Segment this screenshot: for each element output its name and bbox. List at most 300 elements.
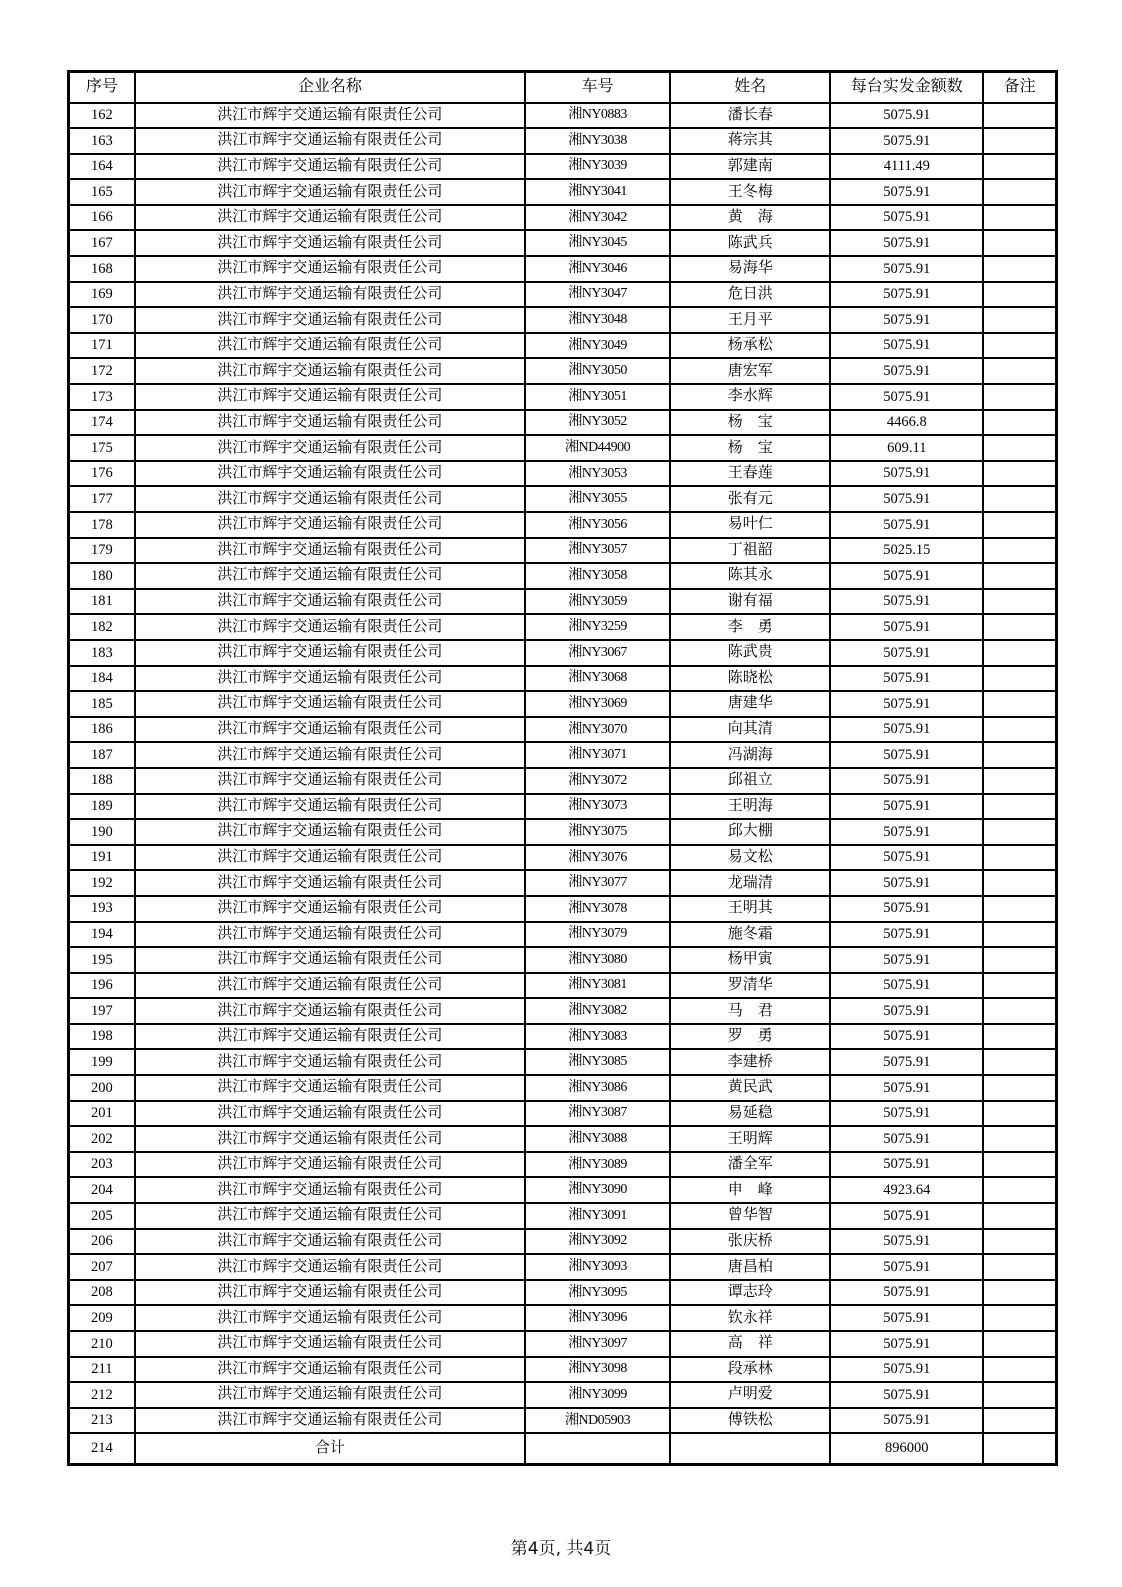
cell-name: 陈晓松 — [670, 666, 830, 692]
cell-vehicle: 湘NY3092 — [525, 1229, 670, 1255]
cell-remark — [983, 1203, 1056, 1229]
cell-name: 邱大棚 — [670, 819, 830, 845]
cell-name: 王冬梅 — [670, 179, 830, 205]
table-row — [69, 307, 1057, 333]
table-row — [69, 819, 1057, 845]
cell-remark — [983, 819, 1056, 845]
cell-amount: 5075.91 — [830, 256, 983, 282]
cell-vehicle: 湘NY3058 — [525, 563, 670, 589]
cell-company: 洪江市辉宇交通运输有限责任公司 — [135, 333, 525, 359]
cell-company: 洪江市辉宇交通运输有限责任公司 — [135, 589, 525, 615]
table-body — [69, 103, 1057, 1465]
cell-vehicle: 湘NY3097 — [525, 1331, 670, 1357]
cell-name: 罗清华 — [670, 973, 830, 999]
cell-vehicle: 湘NY3085 — [525, 1049, 670, 1075]
table-row — [69, 384, 1057, 410]
cell-amount: 5075.91 — [830, 1075, 983, 1101]
cell-amount: 5075.91 — [830, 998, 983, 1024]
cell-serial: 184 — [69, 666, 135, 692]
cell-amount: 5075.91 — [830, 614, 983, 640]
cell-vehicle: 湘NY3059 — [525, 589, 670, 615]
cell-company: 洪江市辉宇交通运输有限责任公司 — [135, 384, 525, 410]
cell-amount: 5075.91 — [830, 691, 983, 717]
cell-vehicle: 湘NY3259 — [525, 614, 670, 640]
cell-company: 洪江市辉宇交通运输有限责任公司 — [135, 717, 525, 743]
cell-amount: 5075.91 — [830, 794, 983, 820]
cell-amount: 5075.91 — [830, 1254, 983, 1280]
cell-company: 洪江市辉宇交通运输有限责任公司 — [135, 819, 525, 845]
cell-remark — [983, 205, 1056, 231]
cell-company: 洪江市辉宇交通运输有限责任公司 — [135, 1254, 525, 1280]
cell-serial: 191 — [69, 845, 135, 871]
cell-amount: 5075.91 — [830, 1357, 983, 1383]
cell-serial: 206 — [69, 1229, 135, 1255]
cell-serial: 195 — [69, 947, 135, 973]
cell-vehicle: 湘NY3082 — [525, 998, 670, 1024]
cell-amount: 5075.91 — [830, 768, 983, 794]
cell-company: 洪江市辉宇交通运输有限责任公司 — [135, 154, 525, 180]
cell-amount: 5075.91 — [830, 973, 983, 999]
cell-remark — [983, 307, 1056, 333]
cell-remark — [983, 1177, 1056, 1203]
cell-name: 邱祖立 — [670, 768, 830, 794]
cell-serial: 207 — [69, 1254, 135, 1280]
cell-remark — [983, 1305, 1056, 1331]
cell-company: 洪江市辉宇交通运输有限责任公司 — [135, 1126, 525, 1152]
header-cell-company: 企业名称 — [135, 72, 525, 103]
cell-serial: 214 — [69, 1433, 135, 1464]
table-row — [69, 1280, 1057, 1306]
cell-amount: 5075.91 — [830, 666, 983, 692]
cell-vehicle: 湘NY3089 — [525, 1152, 670, 1178]
table-row — [69, 128, 1057, 154]
cell-serial: 205 — [69, 1203, 135, 1229]
cell-company: 洪江市辉宇交通运输有限责任公司 — [135, 1177, 525, 1203]
table-row — [69, 154, 1057, 180]
cell-serial: 168 — [69, 256, 135, 282]
cell-serial: 186 — [69, 717, 135, 743]
cell-name: 申 峰 — [670, 1177, 830, 1203]
cell-vehicle: 湘NY3048 — [525, 307, 670, 333]
cell-name: 唐建华 — [670, 691, 830, 717]
table-row — [69, 691, 1057, 717]
cell-serial: 212 — [69, 1382, 135, 1408]
cell-amount: 5075.91 — [830, 1331, 983, 1357]
cell-vehicle: 湘NY3078 — [525, 896, 670, 922]
cell-company: 洪江市辉宇交通运输有限责任公司 — [135, 512, 525, 538]
cell-vehicle: 湘NY3067 — [525, 640, 670, 666]
cell-amount: 5075.91 — [830, 589, 983, 615]
cell-name: 杨 宝 — [670, 435, 830, 461]
cell-amount: 5075.91 — [830, 358, 983, 384]
table-row — [69, 589, 1057, 615]
header-cell-serial: 序号 — [69, 72, 135, 103]
cell-serial: 165 — [69, 179, 135, 205]
cell-name: 钦永祥 — [670, 1305, 830, 1331]
cell-amount: 4923.64 — [830, 1177, 983, 1203]
cell-company: 洪江市辉宇交通运输有限责任公司 — [135, 230, 525, 256]
cell-vehicle: 湘NY3046 — [525, 256, 670, 282]
cell-company: 洪江市辉宇交通运输有限责任公司 — [135, 1024, 525, 1050]
cell-serial: 179 — [69, 538, 135, 564]
cell-remark — [983, 1101, 1056, 1127]
cell-remark — [983, 358, 1056, 384]
cell-vehicle: 湘NY3088 — [525, 1126, 670, 1152]
cell-name: 马 君 — [670, 998, 830, 1024]
cell-amount: 5075.91 — [830, 896, 983, 922]
cell-name: 潘全军 — [670, 1152, 830, 1178]
table-row — [69, 1357, 1057, 1383]
payment-table — [67, 70, 1058, 1466]
cell-vehicle: 湘ND44900 — [525, 435, 670, 461]
cell-name: 陈武兵 — [670, 230, 830, 256]
cell-vehicle: 湘NY3045 — [525, 230, 670, 256]
cell-remark — [983, 410, 1056, 436]
table-row — [69, 435, 1057, 461]
cell-vehicle: 湘NY3087 — [525, 1101, 670, 1127]
cell-amount: 5075.91 — [830, 1305, 983, 1331]
cell-serial: 204 — [69, 1177, 135, 1203]
table-row — [69, 1152, 1057, 1178]
cell-serial: 182 — [69, 614, 135, 640]
table-row — [69, 845, 1057, 871]
cell-name: 易叶仁 — [670, 512, 830, 538]
cell-vehicle: 湘NY3038 — [525, 128, 670, 154]
table-row — [69, 870, 1057, 896]
cell-amount: 5075.91 — [830, 717, 983, 743]
header-cell-remark: 备注 — [983, 72, 1056, 103]
cell-serial: 193 — [69, 896, 135, 922]
cell-name: 张有元 — [670, 486, 830, 512]
cell-remark — [983, 870, 1056, 896]
cell-serial: 211 — [69, 1357, 135, 1383]
table-row — [69, 486, 1057, 512]
cell-serial: 180 — [69, 563, 135, 589]
table-row — [69, 230, 1057, 256]
table-row — [69, 282, 1057, 308]
cell-amount: 5025.15 — [830, 538, 983, 564]
cell-amount: 5075.91 — [830, 1152, 983, 1178]
cell-serial: 188 — [69, 768, 135, 794]
cell-company: 洪江市辉宇交通运输有限责任公司 — [135, 1075, 525, 1101]
cell-company: 洪江市辉宇交通运输有限责任公司 — [135, 103, 525, 129]
cell-vehicle: 湘NY3073 — [525, 794, 670, 820]
cell-company: 洪江市辉宇交通运输有限责任公司 — [135, 1357, 525, 1383]
cell-company: 洪江市辉宇交通运输有限责任公司 — [135, 128, 525, 154]
cell-amount: 5075.91 — [830, 845, 983, 871]
cell-company: 洪江市辉宇交通运输有限责任公司 — [135, 1305, 525, 1331]
table-row — [69, 717, 1057, 743]
cell-name: 高 祥 — [670, 1331, 830, 1357]
cell-vehicle — [525, 1433, 670, 1464]
header-row — [69, 72, 1057, 103]
cell-remark — [983, 1331, 1056, 1357]
cell-company: 洪江市辉宇交通运输有限责任公司 — [135, 870, 525, 896]
cell-remark — [983, 256, 1056, 282]
cell-name: 向其清 — [670, 717, 830, 743]
cell-vehicle: 湘ND05903 — [525, 1408, 670, 1434]
cell-company: 洪江市辉宇交通运输有限责任公司 — [135, 896, 525, 922]
table-row — [69, 614, 1057, 640]
cell-vehicle: 湘NY3041 — [525, 179, 670, 205]
cell-company: 洪江市辉宇交通运输有限责任公司 — [135, 845, 525, 871]
cell-name: 段承林 — [670, 1357, 830, 1383]
table-row — [69, 1433, 1057, 1464]
cell-company: 洪江市辉宇交通运输有限责任公司 — [135, 1382, 525, 1408]
cell-remark — [983, 1152, 1056, 1178]
cell-remark — [983, 1433, 1056, 1464]
cell-name: 王明海 — [670, 794, 830, 820]
table-row — [69, 1075, 1057, 1101]
cell-name: 杨 宝 — [670, 410, 830, 436]
table-row — [69, 1126, 1057, 1152]
cell-amount: 5075.91 — [830, 461, 983, 487]
cell-serial: 178 — [69, 512, 135, 538]
payment-table-container — [67, 70, 1058, 1466]
cell-remark — [983, 154, 1056, 180]
cell-remark — [983, 922, 1056, 948]
cell-company: 洪江市辉宇交通运输有限责任公司 — [135, 1408, 525, 1434]
cell-name: 陈其永 — [670, 563, 830, 589]
cell-amount: 5075.91 — [830, 922, 983, 948]
cell-vehicle: 湘NY3072 — [525, 768, 670, 794]
cell-company: 洪江市辉宇交通运输有限责任公司 — [135, 1152, 525, 1178]
cell-remark — [983, 742, 1056, 768]
cell-serial: 202 — [69, 1126, 135, 1152]
table-row — [69, 742, 1057, 768]
cell-serial: 200 — [69, 1075, 135, 1101]
cell-company: 洪江市辉宇交通运输有限责任公司 — [135, 307, 525, 333]
cell-amount: 5075.91 — [830, 486, 983, 512]
table-row — [69, 1408, 1057, 1434]
cell-amount: 5075.91 — [830, 512, 983, 538]
cell-company: 洪江市辉宇交通运输有限责任公司 — [135, 794, 525, 820]
cell-amount: 5075.91 — [830, 128, 983, 154]
table-row — [69, 1049, 1057, 1075]
cell-company: 洪江市辉宇交通运输有限责任公司 — [135, 486, 525, 512]
cell-serial: 208 — [69, 1280, 135, 1306]
cell-name: 李建桥 — [670, 1049, 830, 1075]
cell-remark — [983, 384, 1056, 410]
cell-remark — [983, 1075, 1056, 1101]
cell-remark — [983, 512, 1056, 538]
cell-remark — [983, 333, 1056, 359]
cell-vehicle: 湘NY3050 — [525, 358, 670, 384]
cell-remark — [983, 896, 1056, 922]
cell-company: 洪江市辉宇交通运输有限责任公司 — [135, 179, 525, 205]
cell-amount: 5075.91 — [830, 282, 983, 308]
cell-amount: 896000 — [830, 1433, 983, 1464]
cell-amount: 5075.91 — [830, 103, 983, 129]
cell-amount: 5075.91 — [830, 947, 983, 973]
cell-remark — [983, 1049, 1056, 1075]
table-row — [69, 1024, 1057, 1050]
cell-company: 洪江市辉宇交通运输有限责任公司 — [135, 973, 525, 999]
cell-vehicle: 湘NY3052 — [525, 410, 670, 436]
cell-name: 王明其 — [670, 896, 830, 922]
cell-name: 曾华智 — [670, 1203, 830, 1229]
cell-company: 洪江市辉宇交通运输有限责任公司 — [135, 1331, 525, 1357]
cell-remark — [983, 794, 1056, 820]
table-row — [69, 1382, 1057, 1408]
cell-amount: 5075.91 — [830, 870, 983, 896]
cell-serial: 198 — [69, 1024, 135, 1050]
cell-remark — [983, 998, 1056, 1024]
cell-amount: 5075.91 — [830, 1408, 983, 1434]
header-cell-name: 姓名 — [670, 72, 830, 103]
table-row — [69, 794, 1057, 820]
cell-serial: 162 — [69, 103, 135, 129]
cell-name: 黄 海 — [670, 205, 830, 231]
cell-serial: 166 — [69, 205, 135, 231]
cell-remark — [983, 230, 1056, 256]
cell-remark — [983, 1254, 1056, 1280]
page-footer: 第4页, 共4页 — [510, 1539, 612, 1559]
cell-serial: 213 — [69, 1408, 135, 1434]
cell-name: 冯湖海 — [670, 742, 830, 768]
cell-serial: 169 — [69, 282, 135, 308]
cell-serial: 203 — [69, 1152, 135, 1178]
cell-company: 洪江市辉宇交通运输有限责任公司 — [135, 205, 525, 231]
cell-remark — [983, 666, 1056, 692]
cell-company: 洪江市辉宇交通运输有限责任公司 — [135, 922, 525, 948]
cell-serial: 190 — [69, 819, 135, 845]
cell-serial: 189 — [69, 794, 135, 820]
cell-vehicle: 湘NY3081 — [525, 973, 670, 999]
cell-name: 施冬霜 — [670, 922, 830, 948]
cell-serial: 173 — [69, 384, 135, 410]
cell-remark — [983, 461, 1056, 487]
cell-amount: 5075.91 — [830, 563, 983, 589]
cell-name: 陈武贵 — [670, 640, 830, 666]
table-row — [69, 512, 1057, 538]
cell-amount: 4111.49 — [830, 154, 983, 180]
cell-remark — [983, 1382, 1056, 1408]
cell-vehicle: 湘NY3079 — [525, 922, 670, 948]
cell-name: 王月平 — [670, 307, 830, 333]
cell-vehicle: 湘NY3068 — [525, 666, 670, 692]
cell-name — [670, 1433, 830, 1464]
cell-vehicle: 湘NY3051 — [525, 384, 670, 410]
cell-remark — [983, 640, 1056, 666]
cell-amount: 4466.8 — [830, 410, 983, 436]
cell-name: 郭建南 — [670, 154, 830, 180]
table-row — [69, 358, 1057, 384]
cell-serial: 183 — [69, 640, 135, 666]
cell-vehicle: 湘NY3099 — [525, 1382, 670, 1408]
cell-amount: 5075.91 — [830, 1126, 983, 1152]
cell-remark — [983, 768, 1056, 794]
cell-remark — [983, 435, 1056, 461]
cell-remark — [983, 691, 1056, 717]
cell-name: 卢明爱 — [670, 1382, 830, 1408]
table-row — [69, 1305, 1057, 1331]
cell-remark — [983, 1357, 1056, 1383]
table-row — [69, 640, 1057, 666]
cell-amount: 5075.91 — [830, 1101, 983, 1127]
cell-company: 洪江市辉宇交通运输有限责任公司 — [135, 640, 525, 666]
table-row — [69, 1254, 1057, 1280]
cell-serial: 209 — [69, 1305, 135, 1331]
cell-remark — [983, 179, 1056, 205]
header-cell-amount: 每台实发金额数 — [830, 72, 983, 103]
cell-name: 丁祖韶 — [670, 538, 830, 564]
cell-remark — [983, 563, 1056, 589]
cell-vehicle: 湘NY3071 — [525, 742, 670, 768]
cell-remark — [983, 486, 1056, 512]
cell-vehicle: 湘NY3093 — [525, 1254, 670, 1280]
cell-name: 李水辉 — [670, 384, 830, 410]
cell-company: 洪江市辉宇交通运输有限责任公司 — [135, 1203, 525, 1229]
table-row — [69, 768, 1057, 794]
cell-company: 洪江市辉宇交通运输有限责任公司 — [135, 666, 525, 692]
table-row — [69, 666, 1057, 692]
header-cell-vehicle: 车号 — [525, 72, 670, 103]
cell-serial: 171 — [69, 333, 135, 359]
table-row — [69, 563, 1057, 589]
cell-company: 洪江市辉宇交通运输有限责任公司 — [135, 768, 525, 794]
cell-vehicle: 湘NY3047 — [525, 282, 670, 308]
cell-vehicle: 湘NY3091 — [525, 1203, 670, 1229]
cell-vehicle: 湘NY3049 — [525, 333, 670, 359]
cell-amount: 5075.91 — [830, 384, 983, 410]
cell-serial: 163 — [69, 128, 135, 154]
cell-name: 罗 勇 — [670, 1024, 830, 1050]
cell-company: 洪江市辉宇交通运输有限责任公司 — [135, 998, 525, 1024]
cell-vehicle: 湘NY3056 — [525, 512, 670, 538]
cell-company: 洪江市辉宇交通运输有限责任公司 — [135, 358, 525, 384]
cell-name: 唐昌柏 — [670, 1254, 830, 1280]
cell-serial: 177 — [69, 486, 135, 512]
cell-vehicle: 湘NY3039 — [525, 154, 670, 180]
cell-amount: 5075.91 — [830, 1280, 983, 1306]
cell-company: 洪江市辉宇交通运输有限责任公司 — [135, 1229, 525, 1255]
cell-company: 洪江市辉宇交通运输有限责任公司 — [135, 256, 525, 282]
cell-serial: 192 — [69, 870, 135, 896]
table-row — [69, 1229, 1057, 1255]
cell-company: 洪江市辉宇交通运输有限责任公司 — [135, 282, 525, 308]
cell-serial: 199 — [69, 1049, 135, 1075]
cell-vehicle: 湘NY3086 — [525, 1075, 670, 1101]
cell-name: 易延稳 — [670, 1101, 830, 1127]
cell-name: 危日洪 — [670, 282, 830, 308]
cell-company: 洪江市辉宇交通运输有限责任公司 — [135, 435, 525, 461]
cell-serial: 172 — [69, 358, 135, 384]
table-row — [69, 410, 1057, 436]
cell-name: 傅铁松 — [670, 1408, 830, 1434]
cell-vehicle: 湘NY3042 — [525, 205, 670, 231]
cell-remark — [983, 1024, 1056, 1050]
cell-vehicle: 湘NY3053 — [525, 461, 670, 487]
cell-name: 黄民武 — [670, 1075, 830, 1101]
table-row — [69, 179, 1057, 205]
cell-company: 洪江市辉宇交通运输有限责任公司 — [135, 1280, 525, 1306]
table-row — [69, 333, 1057, 359]
cell-vehicle: 湘NY3055 — [525, 486, 670, 512]
cell-amount: 5075.91 — [830, 640, 983, 666]
cell-vehicle: 湘NY3090 — [525, 1177, 670, 1203]
cell-vehicle: 湘NY3076 — [525, 845, 670, 871]
table-row — [69, 256, 1057, 282]
cell-remark — [983, 1280, 1056, 1306]
cell-vehicle: 湘NY0883 — [525, 103, 670, 129]
cell-company: 洪江市辉宇交通运输有限责任公司 — [135, 563, 525, 589]
cell-remark — [983, 128, 1056, 154]
table-row — [69, 947, 1057, 973]
cell-company: 合计 — [135, 1433, 525, 1464]
cell-serial: 197 — [69, 998, 135, 1024]
cell-vehicle: 湘NY3057 — [525, 538, 670, 564]
